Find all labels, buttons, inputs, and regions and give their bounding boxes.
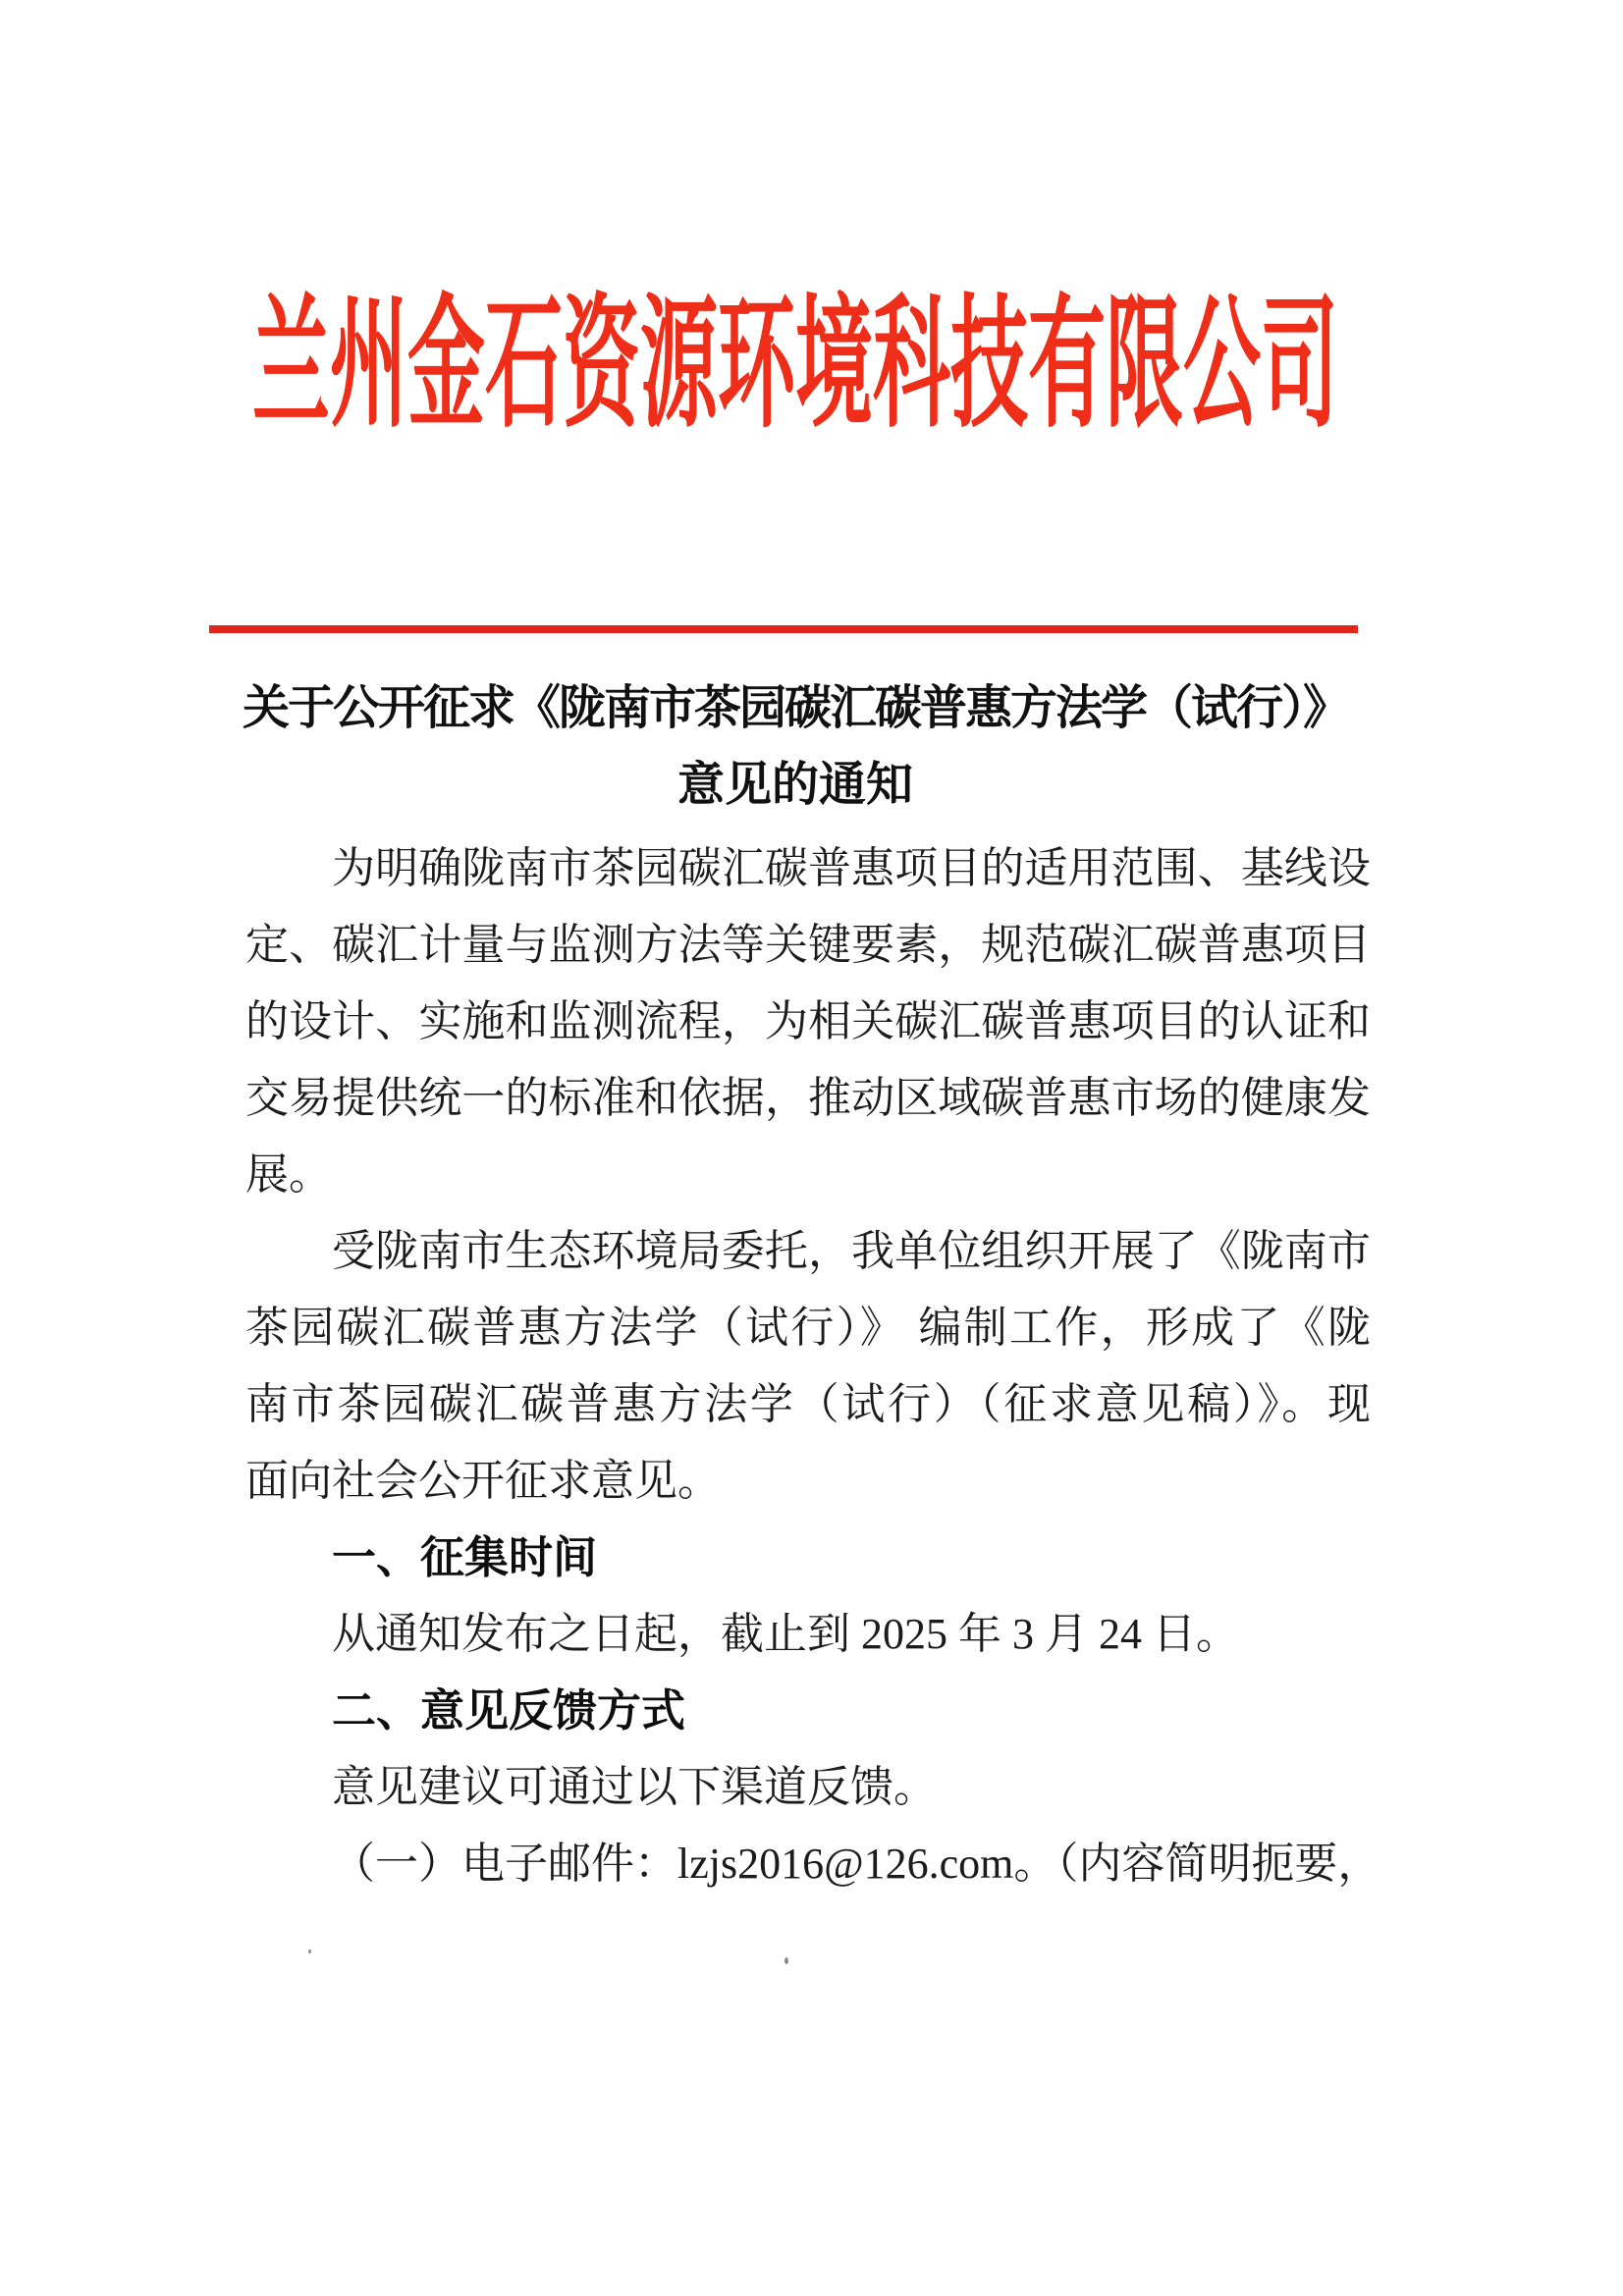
company-name-text: 兰州金石资源环境科技有限公司	[252, 288, 1338, 447]
body-line: 交易提供统一的标准和依据，推动区域碳普惠市场的健康发	[245, 1074, 1371, 1122]
body-line: （一）电子邮件：lzjs2016@126.com。（内容简明扼要，	[332, 1840, 1381, 1888]
scan-artifact	[308, 1949, 311, 1953]
body-line: 面向社会公开征求意见。	[245, 1457, 721, 1505]
document-title-line2: 意见的通知	[676, 759, 913, 811]
body-line: 受陇南市生态环境局委托，我单位组织开展了《陇南市	[332, 1227, 1371, 1275]
company-letterhead	[216, 288, 1375, 447]
body-line: 的设计、实施和监测流程，为相关碳汇碳普惠项目的认证和	[245, 997, 1371, 1045]
scan-artifact	[784, 1957, 788, 1964]
letterhead-divider	[209, 625, 1358, 633]
body-line: 南市茶园碳汇碳普惠方法学（试行）（征求意见稿）》。现	[245, 1380, 1371, 1428]
body-line: 茶园碳汇碳普惠方法学（试行）》 编制工作，形成了《陇	[245, 1304, 1371, 1352]
body-line: 定、碳汇计量与监测方法等关键要素，规范碳汇碳普惠项目	[245, 921, 1371, 969]
body-line: 展。	[245, 1150, 332, 1199]
body-line: 为明确陇南市茶园碳汇碳普惠项目的适用范围、基线设	[332, 844, 1371, 892]
body-line: 从通知发布之日起，截止到 2025 年 3 月 24 日。	[332, 1610, 1239, 1658]
document-title-line1: 关于公开征求《陇南市茶园碳汇碳普惠方法学（试行）》	[242, 682, 1348, 734]
section-heading: 一、征集时间	[332, 1532, 598, 1582]
section-heading: 二、意见反馈方式	[332, 1685, 686, 1735]
document-body	[245, 830, 1381, 1902]
body-line: 意见建议可通过以下渠道反馈。	[332, 1763, 937, 1811]
